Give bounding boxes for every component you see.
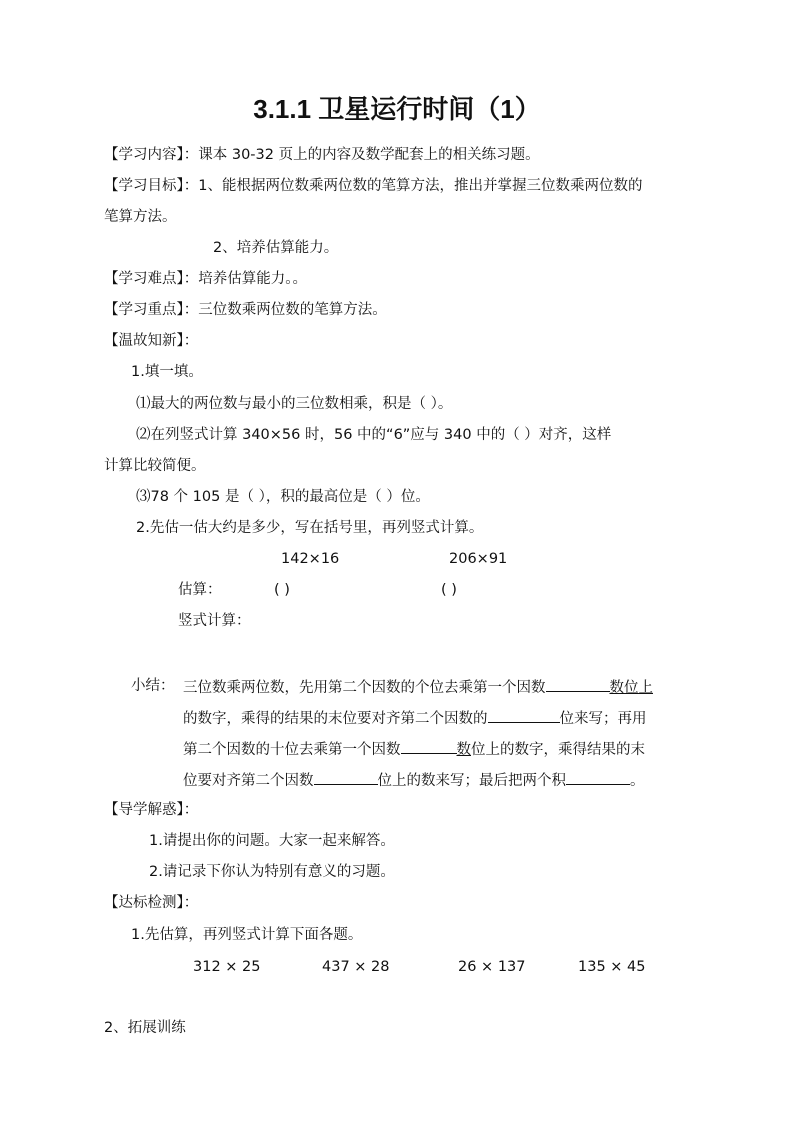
summary-label: 小结： bbox=[131, 678, 175, 694]
guide-item-1: 1.请提出你的问题。大家一起来解答。 bbox=[149, 833, 395, 849]
estimate-label: 估算： bbox=[178, 582, 222, 598]
summary-blank-1[interactable] bbox=[546, 676, 610, 692]
review-expr-2: 206×91 bbox=[449, 551, 508, 567]
extension-title: 2、拓展训练 bbox=[104, 1020, 186, 1036]
goals-label: 【学习目标】： bbox=[104, 178, 199, 194]
goals-line2: 笔算方法。 bbox=[104, 209, 177, 225]
summary-blank-4[interactable] bbox=[314, 769, 378, 785]
difficulty-row bbox=[104, 269, 307, 289]
key-point-text: 三位数乘两位数的笔算方法。 bbox=[198, 302, 387, 318]
content-label: 【学习内容】： bbox=[104, 147, 199, 163]
test-expr-3: 26 × 137 bbox=[458, 959, 526, 975]
content-row bbox=[104, 145, 540, 165]
test-expr-2: 437 × 28 bbox=[322, 959, 390, 975]
difficulty-text: 培养估算能力。。 bbox=[198, 271, 307, 287]
summary-line-1-tail: 数位上 bbox=[609, 680, 653, 696]
summary-line-1-text: 三位数乘两位数，先用第二个因数的个位去乘第一个因数 bbox=[183, 680, 546, 696]
review-label: 【温故知新】： bbox=[104, 333, 199, 349]
vertical-calc-label: 竖式计算： bbox=[178, 613, 251, 629]
summary-line-4-mid: 位上的数来写；最后把两个积 bbox=[377, 773, 566, 789]
key-point-row bbox=[104, 300, 387, 320]
review-q1-2a: ⑵在列竖式计算 340×56 时，56 中的“6”应与 340 中的（ ）对齐，这样 bbox=[136, 427, 612, 443]
summary-blank-5[interactable] bbox=[566, 769, 630, 785]
summary-line-3-mid: 数 bbox=[456, 742, 471, 758]
test-expr-1: 312 × 25 bbox=[193, 959, 261, 975]
summary-line-4 bbox=[183, 769, 645, 791]
review-q1-3: ⑶78 个 105 是（ ），积的最高位是（ ）位。 bbox=[136, 489, 430, 505]
content-text: 课本 30-32 页上的内容及数学配套上的相关练习题。 bbox=[198, 147, 540, 163]
test-item-1: 1.先估算，再列竖式计算下面各题。 bbox=[131, 927, 363, 943]
summary-blank-2[interactable] bbox=[488, 707, 560, 723]
goals-line1: 1、能根据两位数乘两位数的笔算方法，推出并掌握三位数乘两位数的 bbox=[198, 178, 643, 194]
guide-label: 【导学解惑】： bbox=[104, 802, 199, 818]
guide-item-2: 2.请记录下你认为特别有意义的习题。 bbox=[149, 864, 395, 880]
review-q2-title: 2.先估一估大约是多少，写在括号里，再列竖式计算。 bbox=[136, 520, 484, 536]
summary-line-2-text: 的数字，乘得的结果的末位要对齐第二个因数的 bbox=[183, 711, 488, 727]
page-title: 3.1.1 卫星运行时间（1） bbox=[253, 94, 541, 124]
key-point-label: 【学习重点】： bbox=[104, 302, 199, 318]
review-q1-title: 1.填一填。 bbox=[131, 364, 203, 380]
test-label: 【达标检测】： bbox=[104, 895, 199, 911]
summary-line-4-tail: 。 bbox=[630, 773, 645, 789]
test-expr-4: 135 × 45 bbox=[578, 959, 646, 975]
estimate-paren-2: ( ) bbox=[441, 582, 457, 598]
summary-line-4-text: 位要对齐第二个因数 bbox=[183, 773, 314, 789]
summary-line-3 bbox=[183, 738, 645, 760]
difficulty-label: 【学习难点】： bbox=[104, 271, 199, 287]
estimate-paren-1: ( ) bbox=[274, 582, 290, 598]
goals-line3: 2、培养估算能力。 bbox=[213, 240, 339, 256]
summary-line-2 bbox=[183, 707, 647, 729]
summary-line-2-tail: 位来写；再用 bbox=[559, 711, 647, 727]
summary-line-3-tail: 位上的数字，乘得结果的末 bbox=[471, 742, 645, 758]
summary-line-3-text: 第二个因数的十位去乘第一个因数 bbox=[183, 742, 401, 758]
review-q1-1: ⑴最大的两位数与最小的三位数相乘，积是（ ）。 bbox=[136, 396, 453, 412]
review-expr-1: 142×16 bbox=[281, 551, 340, 567]
goals-row bbox=[104, 176, 642, 196]
summary-line-1 bbox=[183, 676, 653, 698]
review-q1-2b: 计算比较简便。 bbox=[104, 458, 206, 474]
summary-blank-3[interactable] bbox=[401, 738, 457, 754]
